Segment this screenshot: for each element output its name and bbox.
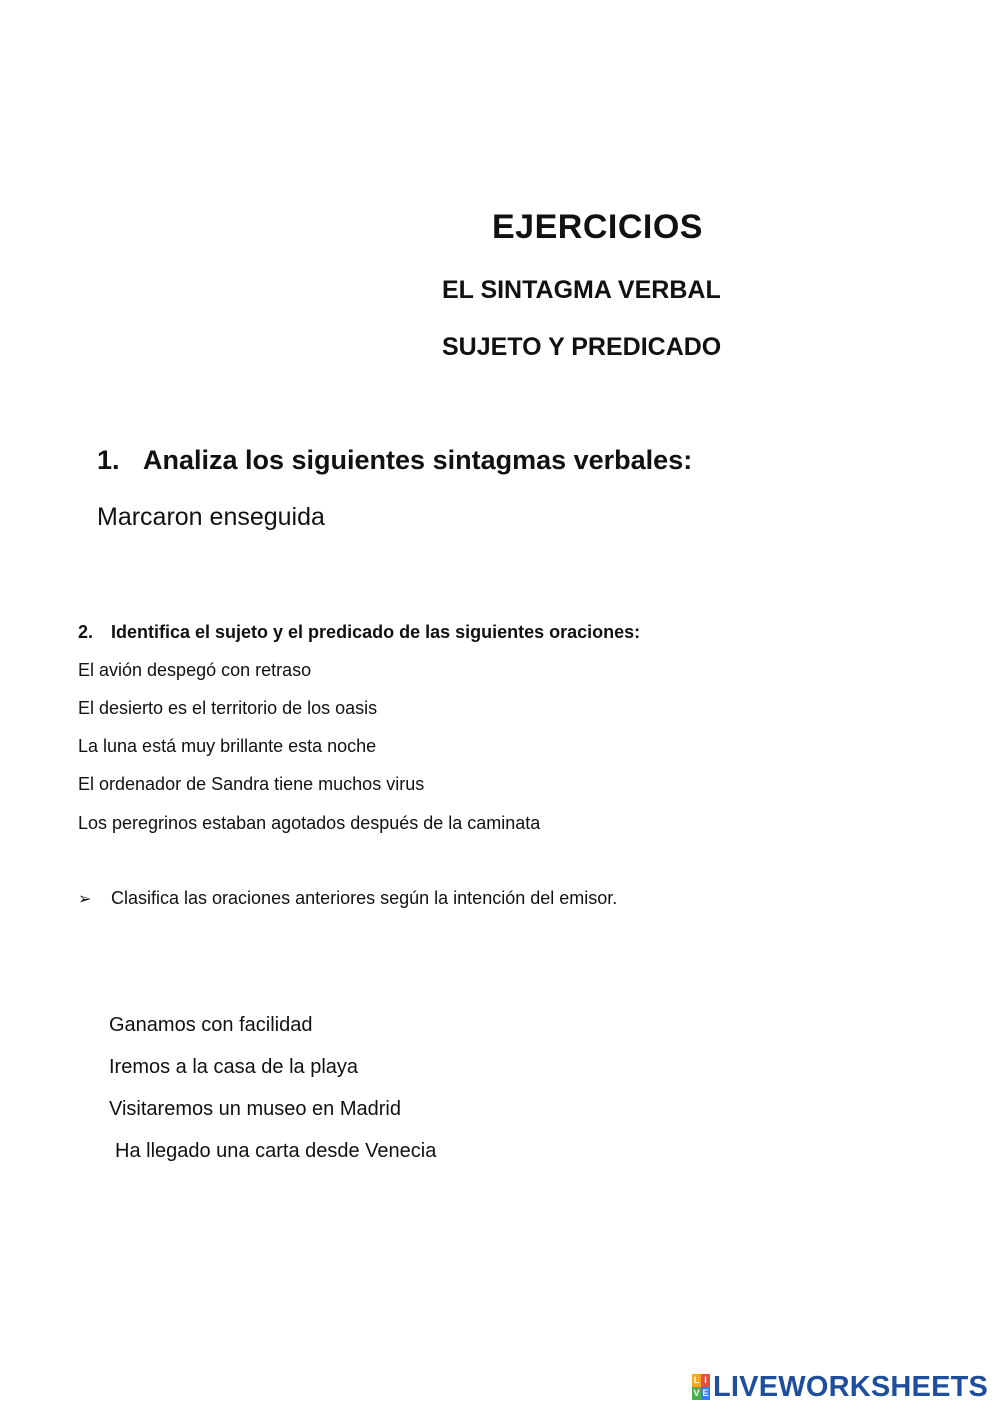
page-title: EJERCICIOS bbox=[492, 208, 703, 246]
logo-mark-letter: L bbox=[693, 1375, 700, 1385]
exercise-2-sentence: La luna está muy brillante esta noche bbox=[78, 736, 377, 756]
logo-mark-letter: V bbox=[693, 1388, 700, 1398]
exercise-3-item: Ganamos con facilidad bbox=[109, 1014, 313, 1036]
liveworksheets-mark-icon bbox=[692, 1374, 710, 1400]
exercise-1-heading bbox=[97, 445, 692, 476]
exercise-3-item: Visitaremos un museo en Madrid bbox=[109, 1098, 401, 1120]
exercise-2-heading bbox=[78, 622, 640, 643]
arrow-bullet-icon: ➢ bbox=[78, 891, 92, 908]
liveworksheets-logo-text: LIVEWORKSHEETS bbox=[713, 1370, 989, 1403]
exercise-3-item: Iremos a la casa de la playa bbox=[109, 1056, 359, 1078]
exercise-2-heading-text: Identifica el sujeto y el predicado de las siguientes oraciones: bbox=[111, 622, 641, 642]
classification-instruction bbox=[78, 888, 617, 909]
exercise-1-number: 1. bbox=[97, 445, 120, 475]
logo-mark-letter: I bbox=[701, 1374, 710, 1387]
page-subtitle-sintagma-verbal: EL SINTAGMA VERBAL bbox=[442, 276, 721, 304]
exercise-2-sentence: El desierto es el territorio de los oasis bbox=[78, 698, 378, 718]
exercise-2-number: 2. bbox=[78, 622, 94, 642]
exercise-1-heading-text: Analiza los siguientes sintagmas verbales: bbox=[143, 445, 693, 475]
page-subtitle-sujeto-predicado: SUJETO Y PREDICADO bbox=[442, 333, 722, 361]
exercise-2-sentence: Los peregrinos estaban agotados después de la caminata bbox=[78, 813, 541, 833]
exercise-3-item: Ha llegado una carta desde Venecia bbox=[115, 1140, 437, 1162]
classification-instruction-text: Clasifica las oraciones anteriores según la intención del emisor. bbox=[111, 888, 618, 908]
exercise-2-sentence: El avión despegó con retraso bbox=[78, 660, 312, 680]
liveworksheets-logo bbox=[692, 1372, 988, 1402]
exercise-2-sentence: El ordenador de Sandra tiene muchos virus bbox=[78, 774, 425, 794]
exercise-1-item: Marcaron enseguida bbox=[97, 503, 325, 531]
logo-mark-letter: E bbox=[702, 1388, 709, 1398]
